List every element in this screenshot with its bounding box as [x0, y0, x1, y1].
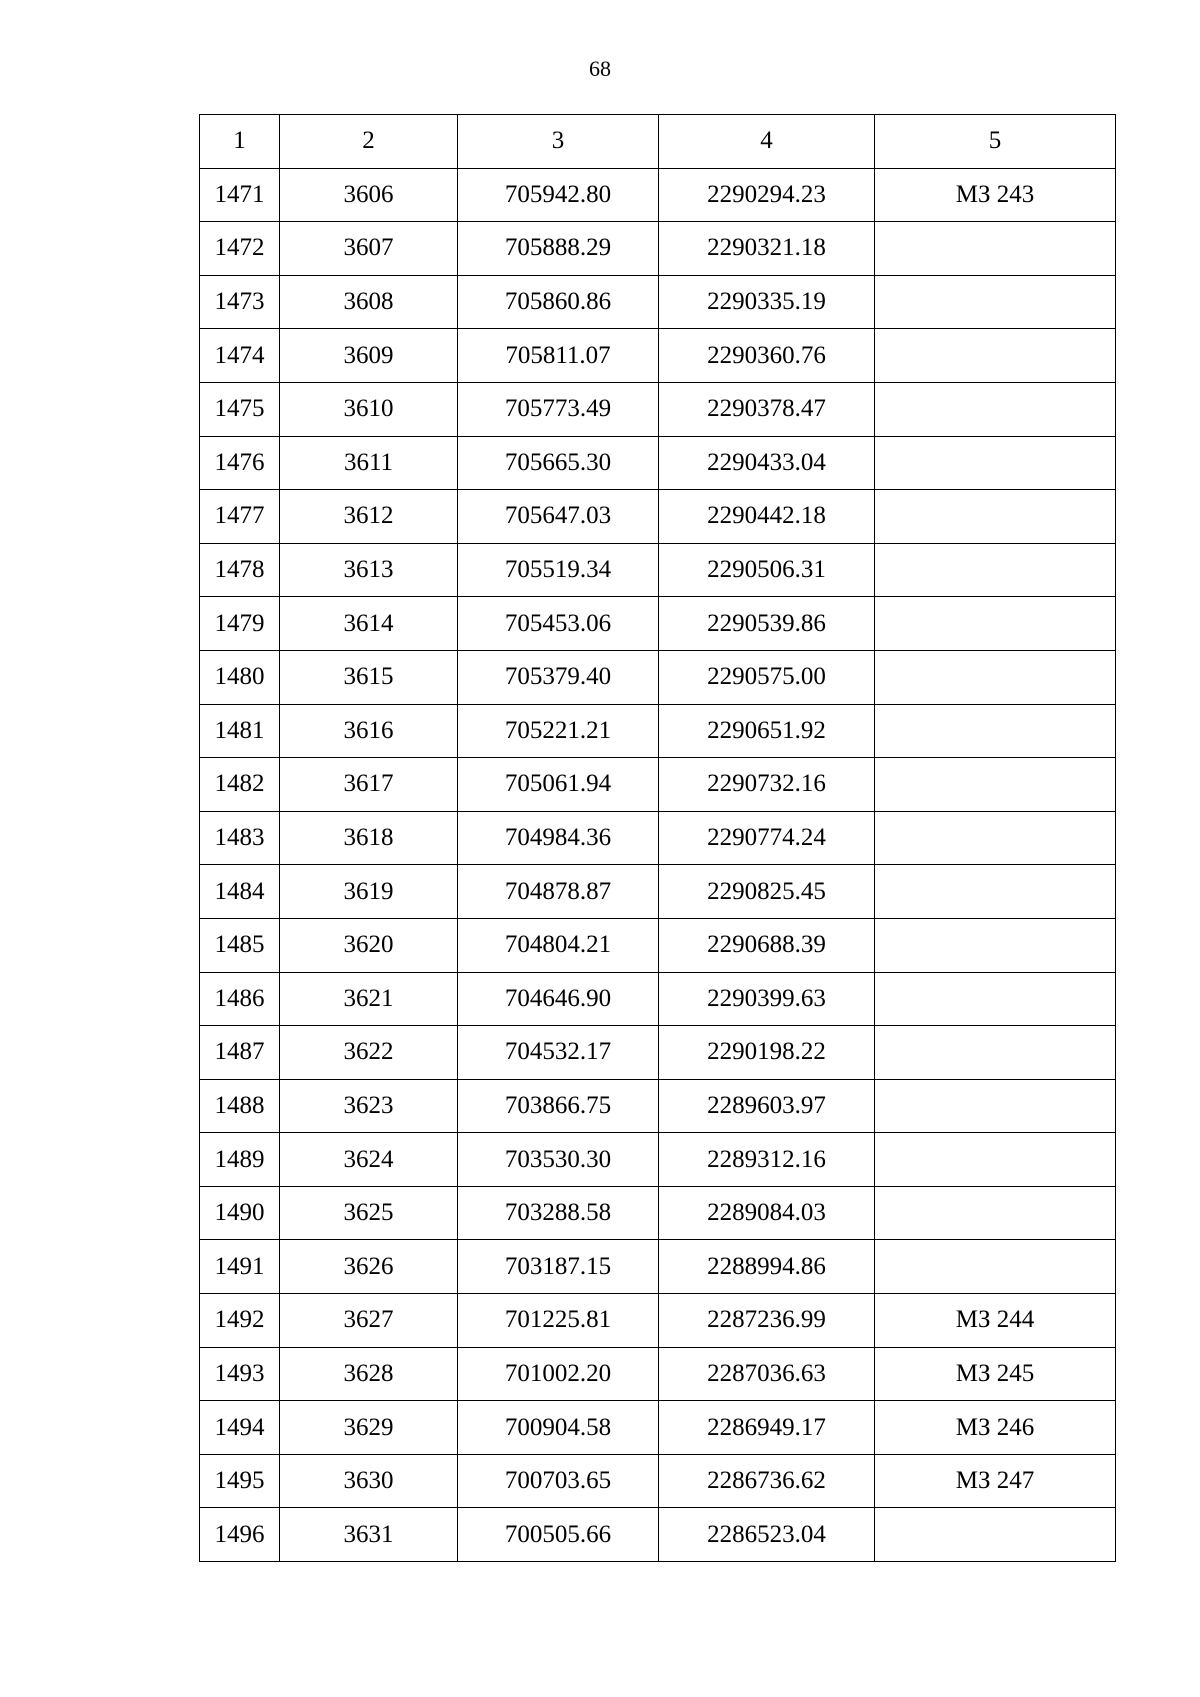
cell-y-coordinate: 2290433.04: [659, 436, 875, 490]
table-row: [200, 1401, 1116, 1455]
cell-index: 1481: [200, 704, 280, 758]
cell-marker: [875, 436, 1116, 490]
cell-y-coordinate: 2288994.86: [659, 1240, 875, 1294]
column-header: 1: [200, 115, 280, 169]
cell-marker: [875, 918, 1116, 972]
cell-index: 1488: [200, 1079, 280, 1133]
cell-point-number: 3619: [280, 865, 458, 919]
cell-x-coordinate: 705379.40: [458, 650, 659, 704]
cell-y-coordinate: 2290198.22: [659, 1026, 875, 1080]
cell-marker: [875, 1133, 1116, 1187]
cell-y-coordinate: 2290442.18: [659, 490, 875, 544]
cell-y-coordinate: 2290378.47: [659, 382, 875, 436]
cell-marker: [875, 1079, 1116, 1133]
cell-point-number: 3609: [280, 329, 458, 383]
cell-marker: [875, 1026, 1116, 1080]
cell-y-coordinate: 2290688.39: [659, 918, 875, 972]
table-row: [200, 1079, 1116, 1133]
cell-marker: [875, 758, 1116, 812]
cell-marker: [875, 865, 1116, 919]
column-header: 2: [280, 115, 458, 169]
cell-x-coordinate: 705860.86: [458, 275, 659, 329]
cell-y-coordinate: 2290825.45: [659, 865, 875, 919]
table-row: [200, 1454, 1116, 1508]
table-row: [200, 650, 1116, 704]
table-header-row: [200, 115, 1116, 169]
cell-index: 1490: [200, 1186, 280, 1240]
table-row: [200, 1240, 1116, 1294]
cell-point-number: 3612: [280, 490, 458, 544]
cell-index: 1489: [200, 1133, 280, 1187]
cell-index: 1486: [200, 972, 280, 1026]
cell-marker: [875, 597, 1116, 651]
cell-index: 1483: [200, 811, 280, 865]
cell-point-number: 3616: [280, 704, 458, 758]
table-row: [200, 436, 1116, 490]
cell-x-coordinate: 705665.30: [458, 436, 659, 490]
cell-marker: [875, 1186, 1116, 1240]
cell-point-number: 3625: [280, 1186, 458, 1240]
cell-x-coordinate: 705888.29: [458, 222, 659, 276]
cell-index: 1492: [200, 1294, 280, 1348]
table-row: [200, 1133, 1116, 1187]
cell-x-coordinate: 705942.80: [458, 168, 659, 222]
cell-point-number: 3621: [280, 972, 458, 1026]
cell-x-coordinate: 705811.07: [458, 329, 659, 383]
page-number: 68: [589, 56, 611, 81]
cell-marker: МЗ 247: [875, 1454, 1116, 1508]
cell-marker: [875, 222, 1116, 276]
table-row: [200, 222, 1116, 276]
cell-y-coordinate: 2287236.99: [659, 1294, 875, 1348]
cell-x-coordinate: 704646.90: [458, 972, 659, 1026]
cell-index: 1471: [200, 168, 280, 222]
cell-x-coordinate: 703866.75: [458, 1079, 659, 1133]
cell-marker: [875, 811, 1116, 865]
cell-y-coordinate: 2290399.63: [659, 972, 875, 1026]
cell-point-number: 3626: [280, 1240, 458, 1294]
column-header: 4: [659, 115, 875, 169]
cell-marker: [875, 382, 1116, 436]
cell-marker: МЗ 245: [875, 1347, 1116, 1401]
cell-index: 1472: [200, 222, 280, 276]
table-row: [200, 758, 1116, 812]
cell-y-coordinate: 2290321.18: [659, 222, 875, 276]
cell-x-coordinate: 704984.36: [458, 811, 659, 865]
cell-point-number: 3607: [280, 222, 458, 276]
cell-point-number: 3623: [280, 1079, 458, 1133]
cell-y-coordinate: 2290774.24: [659, 811, 875, 865]
cell-point-number: 3628: [280, 1347, 458, 1401]
cell-y-coordinate: 2289312.16: [659, 1133, 875, 1187]
table-row: [200, 543, 1116, 597]
cell-index: 1476: [200, 436, 280, 490]
cell-y-coordinate: 2290506.31: [659, 543, 875, 597]
cell-index: 1485: [200, 918, 280, 972]
cell-index: 1475: [200, 382, 280, 436]
cell-y-coordinate: 2290575.00: [659, 650, 875, 704]
coordinates-table-body: [200, 115, 1116, 1562]
cell-point-number: 3611: [280, 436, 458, 490]
cell-x-coordinate: 704532.17: [458, 1026, 659, 1080]
table-row: [200, 865, 1116, 919]
coordinates-table: [199, 114, 1116, 1562]
cell-y-coordinate: 2290732.16: [659, 758, 875, 812]
column-header: 5: [875, 115, 1116, 169]
cell-x-coordinate: 700904.58: [458, 1401, 659, 1455]
cell-y-coordinate: 2286949.17: [659, 1401, 875, 1455]
cell-index: 1480: [200, 650, 280, 704]
cell-index: 1496: [200, 1508, 280, 1562]
cell-point-number: 3614: [280, 597, 458, 651]
table-row: [200, 597, 1116, 651]
cell-point-number: 3627: [280, 1294, 458, 1348]
table-row: [200, 1294, 1116, 1348]
cell-y-coordinate: 2290294.23: [659, 168, 875, 222]
cell-y-coordinate: 2290651.92: [659, 704, 875, 758]
table-row: [200, 811, 1116, 865]
cell-x-coordinate: 703530.30: [458, 1133, 659, 1187]
cell-index: 1473: [200, 275, 280, 329]
table-row: [200, 1508, 1116, 1562]
table-row: [200, 1347, 1116, 1401]
table-row: [200, 329, 1116, 383]
cell-x-coordinate: 705453.06: [458, 597, 659, 651]
cell-index: 1494: [200, 1401, 280, 1455]
cell-y-coordinate: 2290360.76: [659, 329, 875, 383]
cell-index: 1478: [200, 543, 280, 597]
cell-x-coordinate: 703288.58: [458, 1186, 659, 1240]
cell-point-number: 3615: [280, 650, 458, 704]
cell-x-coordinate: 705061.94: [458, 758, 659, 812]
table-row: [200, 1026, 1116, 1080]
cell-marker: МЗ 246: [875, 1401, 1116, 1455]
table-row: [200, 972, 1116, 1026]
cell-index: 1491: [200, 1240, 280, 1294]
cell-marker: [875, 972, 1116, 1026]
cell-point-number: 3617: [280, 758, 458, 812]
cell-y-coordinate: 2290539.86: [659, 597, 875, 651]
cell-x-coordinate: 700703.65: [458, 1454, 659, 1508]
cell-marker: [875, 650, 1116, 704]
cell-marker: [875, 1240, 1116, 1294]
cell-index: 1477: [200, 490, 280, 544]
cell-point-number: 3629: [280, 1401, 458, 1455]
cell-x-coordinate: 705647.03: [458, 490, 659, 544]
cell-index: 1493: [200, 1347, 280, 1401]
cell-marker: [875, 329, 1116, 383]
table-row: [200, 382, 1116, 436]
cell-index: 1495: [200, 1454, 280, 1508]
cell-x-coordinate: 705221.21: [458, 704, 659, 758]
cell-x-coordinate: 704804.21: [458, 918, 659, 972]
cell-x-coordinate: 704878.87: [458, 865, 659, 919]
cell-point-number: 3606: [280, 168, 458, 222]
cell-x-coordinate: 703187.15: [458, 1240, 659, 1294]
column-header: 3: [458, 115, 659, 169]
cell-point-number: 3618: [280, 811, 458, 865]
cell-y-coordinate: 2287036.63: [659, 1347, 875, 1401]
table-row: [200, 1186, 1116, 1240]
cell-marker: [875, 704, 1116, 758]
cell-y-coordinate: 2286736.62: [659, 1454, 875, 1508]
cell-point-number: 3622: [280, 1026, 458, 1080]
cell-point-number: 3631: [280, 1508, 458, 1562]
cell-marker: [875, 275, 1116, 329]
cell-y-coordinate: 2286523.04: [659, 1508, 875, 1562]
cell-y-coordinate: 2290335.19: [659, 275, 875, 329]
table-row: [200, 275, 1116, 329]
table-row: [200, 490, 1116, 544]
cell-index: 1487: [200, 1026, 280, 1080]
cell-point-number: 3620: [280, 918, 458, 972]
cell-marker: [875, 543, 1116, 597]
cell-x-coordinate: 705773.49: [458, 382, 659, 436]
cell-marker: [875, 490, 1116, 544]
cell-x-coordinate: 705519.34: [458, 543, 659, 597]
cell-y-coordinate: 2289084.03: [659, 1186, 875, 1240]
table-row: [200, 704, 1116, 758]
table-row: [200, 168, 1116, 222]
cell-x-coordinate: 701002.20: [458, 1347, 659, 1401]
cell-marker: [875, 1508, 1116, 1562]
cell-point-number: 3610: [280, 382, 458, 436]
cell-x-coordinate: 700505.66: [458, 1508, 659, 1562]
cell-point-number: 3630: [280, 1454, 458, 1508]
cell-index: 1474: [200, 329, 280, 383]
cell-point-number: 3624: [280, 1133, 458, 1187]
table-row: [200, 918, 1116, 972]
cell-x-coordinate: 701225.81: [458, 1294, 659, 1348]
cell-point-number: 3608: [280, 275, 458, 329]
cell-y-coordinate: 2289603.97: [659, 1079, 875, 1133]
cell-index: 1484: [200, 865, 280, 919]
cell-index: 1482: [200, 758, 280, 812]
cell-marker: МЗ 243: [875, 168, 1116, 222]
cell-index: 1479: [200, 597, 280, 651]
cell-marker: МЗ 244: [875, 1294, 1116, 1348]
cell-point-number: 3613: [280, 543, 458, 597]
